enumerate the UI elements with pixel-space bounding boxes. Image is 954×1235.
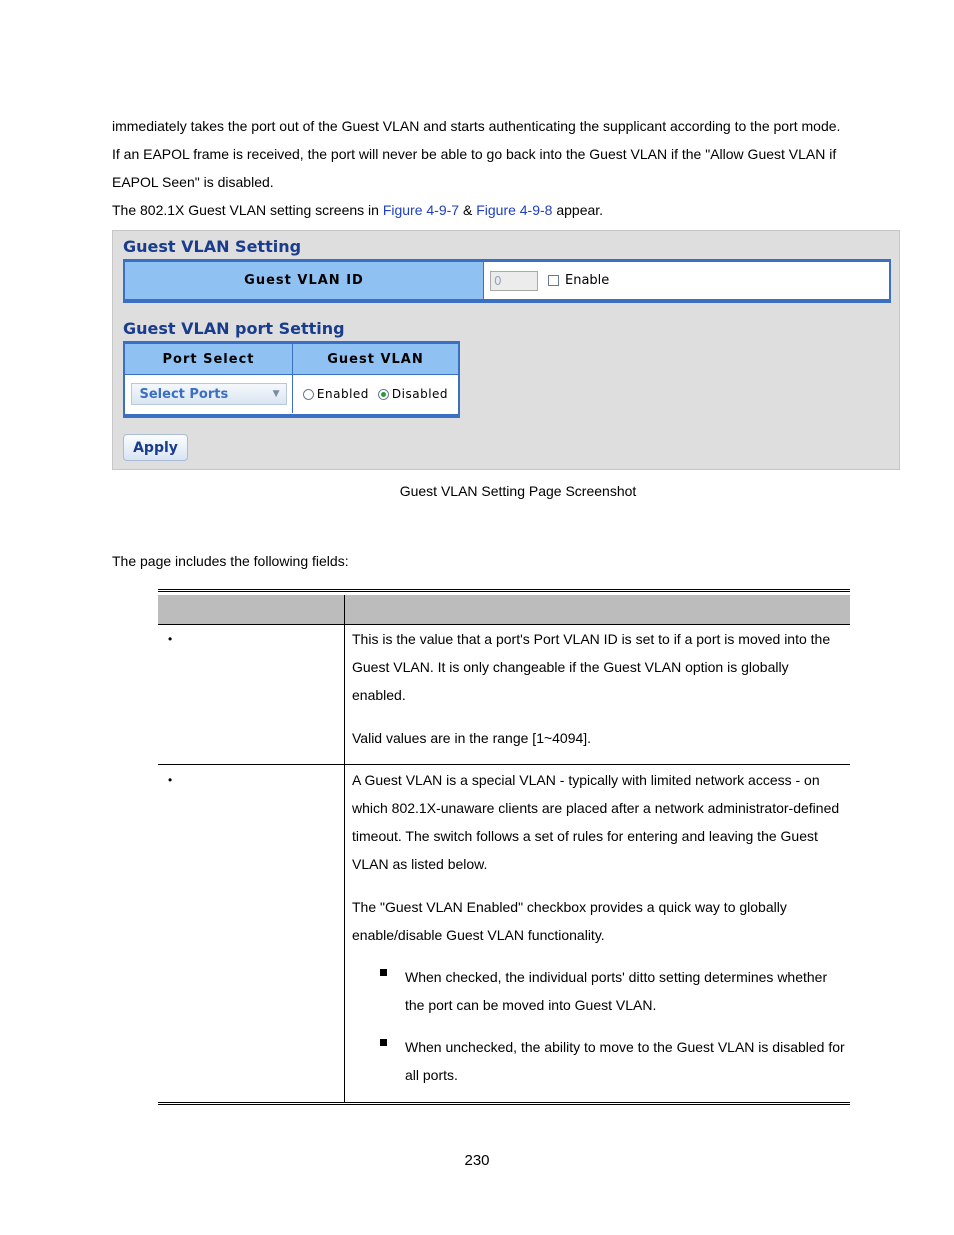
- fields-table-header: [158, 595, 850, 625]
- row2-item-1: When checked, the individual ports' ditto setting determines whether the port can be moved into Guest VLAN.: [405, 969, 828, 1013]
- guest-vlan-port-table: [123, 341, 460, 418]
- port-select-header: Port Select: [125, 344, 293, 374]
- row1-bullet: •: [168, 632, 173, 646]
- guest-vlan-radio-cell: [293, 375, 458, 413]
- figure-link-2[interactable]: Figure 4-9-8: [476, 202, 553, 218]
- row2-item-2: When unchecked, the ability to move to the Guest VLAN is disabled for all ports.: [405, 1039, 845, 1083]
- row2-desc-2: The "Guest VLAN Enabled" checkbox provides a quick way to globally enable/disable Guest VLAN functionality.: [352, 899, 787, 943]
- page-number: 230: [464, 1152, 490, 1169]
- square-bullet-icon: [380, 969, 387, 976]
- chevron-down-icon: ▼: [272, 389, 280, 399]
- square-bullet-icon: [380, 1039, 387, 1046]
- guest-vlan-setting-title: Guest VLAN Setting: [123, 237, 302, 256]
- guest-vlan-port-setting-title: Guest VLAN port Setting: [123, 319, 345, 338]
- intro-line-3-prefix: The 802.1X Guest VLAN setting screens in: [112, 202, 383, 218]
- enabled-radio[interactable]: [303, 389, 314, 400]
- figure-caption: Guest VLAN Setting Page Screenshot: [399, 483, 637, 499]
- enabled-radio-label: Enabled: [316, 387, 369, 401]
- row1-desc-2: Valid values are in the range [1~4094].: [352, 730, 592, 746]
- row1-desc-1: This is the value that a port's Port VLAN ID is set to if a port is moved into the Guest VLAN. It is only changeable if the Guest VLAN option is globally enabled.: [352, 631, 831, 703]
- disabled-radio-label: Disabled: [391, 387, 449, 401]
- fields-table-divider: [344, 595, 345, 1102]
- guest-vlan-setting-table: [123, 259, 891, 303]
- guest-vlan-id-label: Guest VLAN ID: [125, 262, 484, 299]
- guest-vlan-id-cell: [484, 262, 889, 299]
- disabled-radio[interactable]: [378, 389, 389, 400]
- figure-link-1[interactable]: Figure 4-9-7: [382, 202, 460, 218]
- intro-line-2: If an EAPOL frame is received, the port will never be able to go back into the Guest VLAN if the "Allow Guest VLAN if EAPOL Seen" is disabled.: [112, 146, 837, 190]
- enable-checkbox[interactable]: [548, 275, 559, 286]
- row2-desc-1: A Guest VLAN is a special VLAN - typically with limited network access - on which 802.1X-unaware clients are placed after a network administrator-defined timeout. The switch follows a set of rules for entering and leaving the Guest VLAN as listed below.: [352, 772, 840, 872]
- intro-line-3: [112, 196, 852, 224]
- intro-line-3-suffix: appear.: [552, 202, 604, 218]
- select-ports-label: Select Ports: [139, 386, 229, 402]
- fields-row-separator: [158, 764, 850, 765]
- guest-vlan-id-input[interactable]: [490, 271, 538, 291]
- fields-table: [158, 589, 850, 1105]
- guest-vlan-screenshot: [112, 230, 900, 470]
- intro-line-1: immediately takes the port out of the Guest VLAN and starts authenticating the supplicant according to the port mode.: [112, 118, 841, 134]
- row2-bullet: •: [168, 773, 173, 787]
- intro-amp: &: [459, 202, 477, 218]
- apply-button[interactable]: Apply: [123, 434, 188, 461]
- guest-vlan-header: Guest VLAN: [327, 351, 424, 367]
- enable-label: Enable: [565, 273, 610, 288]
- select-ports-dropdown[interactable]: [131, 383, 287, 405]
- port-select-cell: [125, 375, 293, 413]
- fields-intro: The page includes the following fields:: [112, 553, 349, 569]
